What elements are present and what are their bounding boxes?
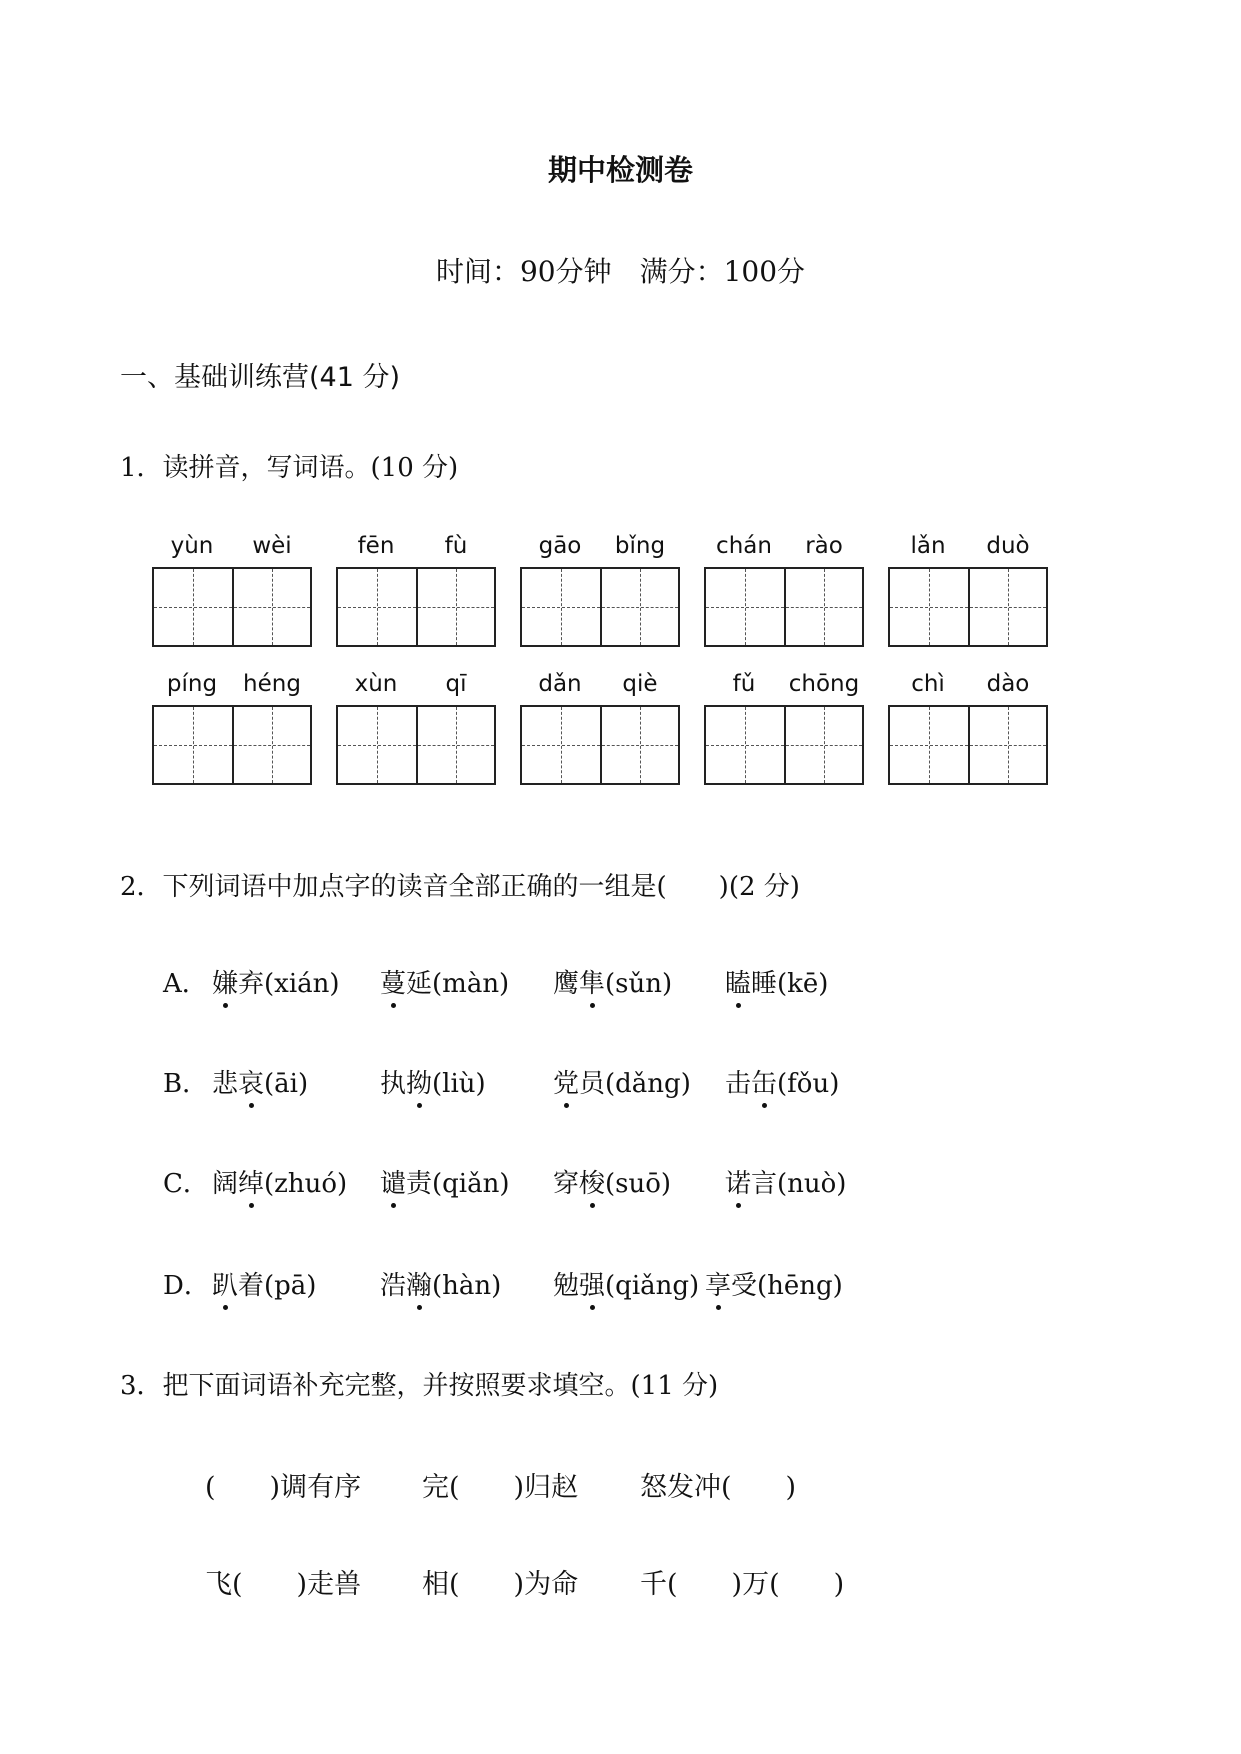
question-2-prompt: 2．下列词语中加点字的读音全部正确的一组是( )(2 分) [120, 872, 800, 902]
pinyin-label: qī [445, 671, 467, 697]
option-letter: A． [163, 969, 208, 999]
tianzige-cell[interactable] [706, 569, 784, 645]
option-word: 蔓延(màn) [380, 969, 510, 999]
dotted-character: 绰 [238, 1169, 265, 1199]
tianzige-cell[interactable] [890, 707, 968, 783]
option-word: 瞌睡(kē) [725, 969, 829, 999]
dotted-character: 诺 [725, 1169, 752, 1199]
tianzige-cell[interactable] [784, 707, 862, 783]
writing-box[interactable] [520, 705, 680, 785]
tianzige-cell[interactable] [968, 707, 1046, 783]
pinyin-label: dǎn [538, 671, 582, 697]
tianzige-cell[interactable] [232, 707, 310, 783]
pinyin-label: héng [243, 671, 301, 697]
tianzige-cell[interactable] [232, 569, 310, 645]
tianzige-cell[interactable] [416, 707, 494, 783]
idiom-blank[interactable]: 相( )为命 [422, 1569, 579, 1600]
option-word: 谴责(qiǎn) [380, 1169, 510, 1199]
dotted-character: 享 [705, 1271, 732, 1301]
option-word: 悲哀(āi) [212, 1069, 309, 1099]
pinyin-label: gāo [538, 533, 582, 559]
dotted-character: 趴 [212, 1271, 239, 1301]
option-word: 浩瀚(hàn) [380, 1271, 502, 1301]
idiom-blank[interactable]: 千( )万( ) [640, 1569, 845, 1600]
dotted-character: 党 [553, 1069, 580, 1099]
tianzige-cell[interactable] [154, 707, 232, 783]
option-word: 执拗(liù) [380, 1069, 486, 1099]
dotted-character: 隼 [579, 969, 606, 999]
dotted-character: 哀 [238, 1069, 265, 1099]
dotted-character: 瀚 [406, 1271, 433, 1301]
tianzige-cell[interactable] [522, 569, 600, 645]
tianzige-cell[interactable] [522, 707, 600, 783]
option-word: 嫌弃(xián) [212, 969, 340, 999]
pinyin-label: chōng [788, 671, 860, 697]
tianzige-cell[interactable] [890, 569, 968, 645]
dotted-character: 嫌 [212, 969, 239, 999]
pinyin-label: wèi [252, 533, 292, 559]
writing-box[interactable] [152, 567, 312, 647]
idiom-blank[interactable]: 怒发冲( ) [640, 1472, 797, 1503]
pinyin-label: píng [166, 671, 218, 697]
pinyin-label: xùn [354, 671, 398, 697]
dotted-character: 瞌 [725, 969, 752, 999]
option-word: 阔绰(zhuó) [212, 1169, 348, 1199]
tianzige-cell[interactable] [338, 707, 416, 783]
option-word: 诺言(nuò) [725, 1169, 847, 1199]
option-word: 享受(hēng) [705, 1271, 843, 1301]
option-letter: B． [163, 1069, 209, 1099]
pinyin-label: duò [986, 533, 1030, 559]
tianzige-cell[interactable] [600, 707, 678, 783]
option-word: 击缶(fǒu) [725, 1069, 840, 1099]
writing-box[interactable] [888, 567, 1048, 647]
pinyin-label: qiè [622, 671, 658, 697]
tianzige-cell[interactable] [968, 569, 1046, 645]
question-3-prompt: 3．把下面词语补充完整，并按照要求填空。(11 分) [120, 1371, 719, 1401]
pinyin-label: bǐng [614, 533, 666, 559]
idiom-blank[interactable]: 完( )归赵 [422, 1472, 579, 1503]
option-word: 党员(dǎng) [553, 1069, 691, 1099]
pinyin-label: chán [716, 533, 772, 559]
dotted-character: 强 [579, 1271, 606, 1301]
option-letter: D． [163, 1271, 210, 1301]
exam-info: 时间：90分钟 满分：100分 [435, 255, 806, 288]
dotted-character: 缶 [751, 1069, 778, 1099]
idiom-blank[interactable]: 飞( )走兽 [205, 1569, 362, 1600]
idiom-blank[interactable]: ( )调有序 [205, 1472, 362, 1503]
pinyin-label: dào [986, 671, 1030, 697]
tianzige-cell[interactable] [706, 707, 784, 783]
tianzige-cell[interactable] [600, 569, 678, 645]
option-word: 趴着(pā) [212, 1271, 317, 1301]
writing-box[interactable] [520, 567, 680, 647]
dotted-character: 蔓 [380, 969, 407, 999]
dotted-character: 拗 [406, 1069, 433, 1099]
writing-box[interactable] [888, 705, 1048, 785]
pinyin-label: fǔ [732, 671, 756, 697]
page-title: 期中检测卷 [547, 153, 693, 187]
pinyin-label: yùn [170, 533, 214, 559]
question-1-prompt: 1．读拼音，写词语。(10 分) [120, 453, 459, 483]
tianzige-cell[interactable] [784, 569, 862, 645]
section-heading: 一、基础训练营(41 分) [120, 362, 401, 393]
pinyin-label: fù [444, 533, 468, 559]
pinyin-label: fēn [357, 533, 395, 559]
writing-box[interactable] [704, 567, 864, 647]
dotted-character: 谴 [380, 1169, 407, 1199]
option-word: 勉强(qiǎng) [553, 1271, 700, 1301]
tianzige-cell[interactable] [154, 569, 232, 645]
writing-box[interactable] [704, 705, 864, 785]
pinyin-label: lǎn [910, 533, 946, 559]
pinyin-label: chì [911, 671, 945, 697]
writing-box[interactable] [336, 567, 496, 647]
option-word: 穿梭(suō) [553, 1169, 672, 1199]
writing-box[interactable] [152, 705, 312, 785]
writing-box[interactable] [336, 705, 496, 785]
tianzige-cell[interactable] [416, 569, 494, 645]
option-letter: C． [163, 1169, 209, 1199]
option-word: 鹰隼(sǔn) [553, 969, 673, 999]
dotted-character: 梭 [579, 1169, 606, 1199]
tianzige-cell[interactable] [338, 569, 416, 645]
pinyin-label: rào [805, 533, 843, 559]
